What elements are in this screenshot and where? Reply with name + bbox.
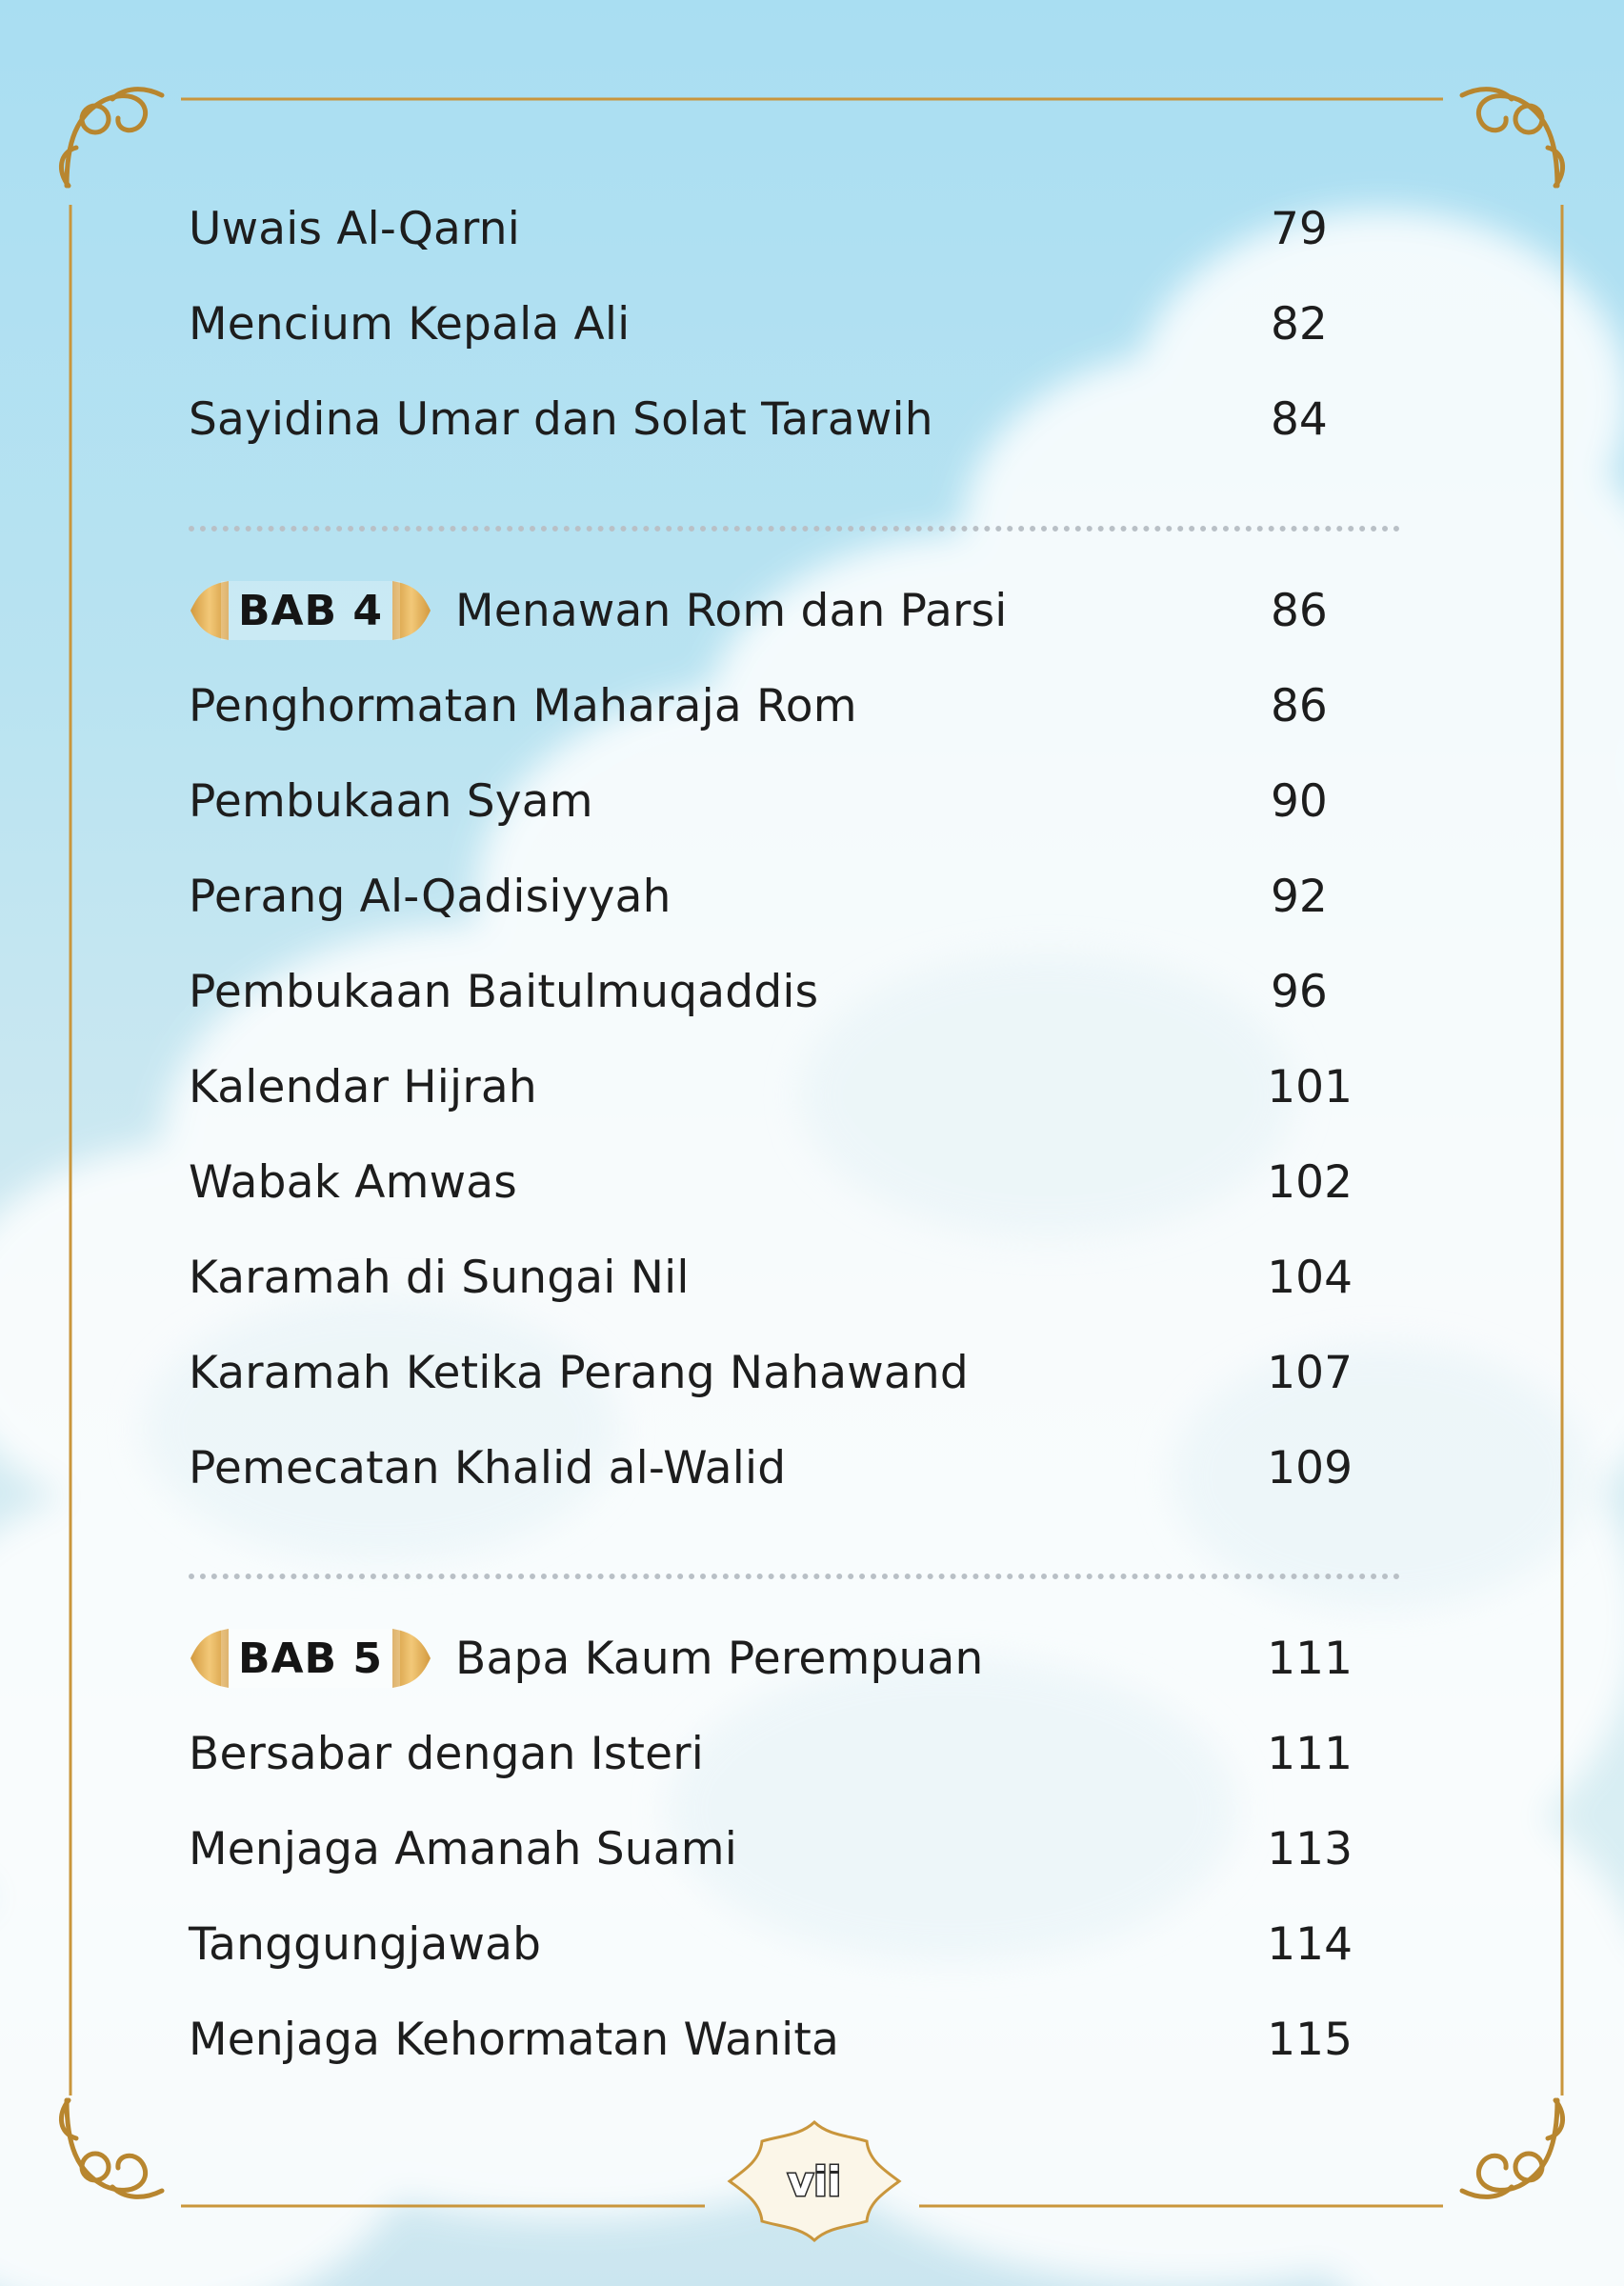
page-number-medallion [724,2115,905,2248]
chapter-heading-5[interactable] [189,1620,1353,1696]
corner-ornament-br [1462,2100,1563,2196]
corner-ornament-tr [1462,90,1563,186]
toc-entry[interactable] [189,1811,1353,1887]
entry-page: 102 [1267,1155,1353,1209]
chapter-heading-4[interactable] [189,572,1353,649]
chapter-badge-label: BAB 4 [237,586,384,635]
chapter-heading-left [189,1625,984,1692]
toc-entry[interactable] [189,1906,1353,1982]
entry-page: 92 [1271,870,1328,923]
section-divider [189,526,1400,531]
entry-title: Mencium Kepala Ali [189,297,631,351]
entry-title: Karamah di Sungai Nil [189,1251,690,1304]
entry-title: Tanggungjawab [189,1917,542,1971]
chapter-heading-left [189,577,1008,644]
entry-page: 90 [1271,774,1328,828]
entry-page: 101 [1267,1060,1353,1113]
toc-entry[interactable] [189,1144,1353,1220]
entry-page: 86 [1271,679,1328,732]
toc-entry[interactable] [189,1715,1353,1792]
entry-page: 115 [1267,2013,1353,2066]
entry-page: 114 [1267,1917,1353,1971]
chapter-page: 86 [1271,584,1328,637]
entry-page: 113 [1267,1822,1353,1875]
toc-entry[interactable] [189,858,1353,934]
entry-title: Pembukaan Baitulmuqaddis [189,965,819,1018]
entry-title: Wabak Amwas [189,1155,517,1209]
entry-page: 111 [1267,1727,1353,1780]
chapter-title: Menawan Rom dan Parsi [455,584,1008,637]
corner-ornament-tl [61,90,162,186]
entry-title: Kalendar Hijrah [189,1060,537,1113]
entry-page: 84 [1271,392,1328,446]
corner-ornament-bl [61,2100,162,2196]
entry-title: Karamah Ketika Perang Nahawand [189,1346,969,1399]
toc-entry[interactable] [189,1430,1353,1506]
entry-title: Pemecatan Khalid al-Walid [189,1441,787,1494]
toc-entry[interactable] [189,1334,1353,1411]
entry-title: Menjaga Kehormatan Wanita [189,2013,840,2066]
entry-page: 109 [1267,1441,1353,1494]
entry-page: 107 [1267,1346,1353,1399]
entry-title: Menjaga Amanah Suami [189,1822,738,1875]
toc-entry[interactable] [189,763,1353,839]
entry-title: Sayidina Umar dan Solat Tarawih [189,392,933,446]
entry-title: Uwais Al-Qarni [189,202,520,255]
toc-entry[interactable] [189,668,1353,744]
toc-entry[interactable] [189,190,1353,267]
chapter-badge-label: BAB 5 [237,1634,384,1683]
entry-page: 79 [1271,202,1328,255]
toc-entry[interactable] [189,286,1353,362]
entry-title: Perang Al-Qadisiyyah [189,870,672,923]
entry-title: Bersabar dengan Isteri [189,1727,705,1780]
toc-entry[interactable] [189,1049,1353,1125]
page-number: vii [787,2157,842,2205]
chapter-page: 111 [1267,1632,1353,1685]
toc-entry[interactable] [189,2001,1353,2077]
chapter-badge [189,577,432,644]
chapter-badge [189,1625,432,1692]
entry-page: 104 [1267,1251,1353,1304]
toc-entry[interactable] [189,1239,1353,1315]
toc-entry[interactable] [189,381,1353,457]
chapter-title: Bapa Kaum Perempuan [455,1632,984,1685]
toc-entry[interactable] [189,953,1353,1030]
entry-title: Penghormatan Maharaja Rom [189,679,857,732]
entry-page: 82 [1271,297,1328,351]
entry-title: Pembukaan Syam [189,774,593,828]
section-divider [189,1574,1400,1579]
entry-page: 96 [1271,965,1328,1018]
